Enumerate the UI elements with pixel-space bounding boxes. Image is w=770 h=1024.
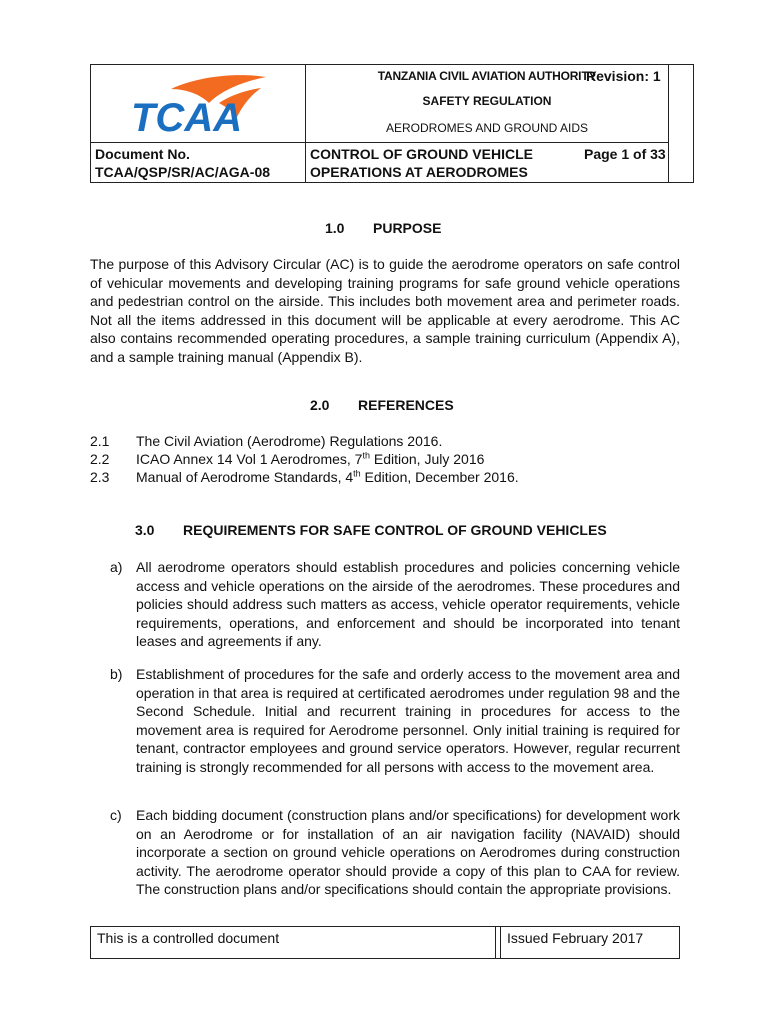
section-title: REQUIREMENTS FOR SAFE CONTROL OF GROUND VEHICLES (183, 522, 607, 538)
list-item-label: b) (110, 666, 123, 682)
logo-cell (91, 65, 306, 143)
list-item-text: Each bidding document (construction plans and/or specifications) for development work on an Aerodrome or for installation of an air navigation facility (NAVAID) should incorporate a section on ground vehicle operations on Aerodromes during construction activity. The aerodrome operator should provide a copy of this plan to CAA for review. The construction plans and/or specifications should contain the appropriate provisions. (136, 807, 680, 897)
list-item (110, 665, 680, 776)
list-item (110, 806, 680, 899)
svg-text:TCAA: TCAA (131, 96, 243, 135)
ordinal-suffix: th (353, 468, 361, 479)
doc-number: TCAA/QSP/SR/AC/AGA-08 (95, 164, 271, 180)
doc-number-cell (91, 143, 306, 182)
controlled-document-note: This is a controlled document (91, 927, 496, 958)
page-number: Page 1 of 33 (584, 146, 666, 162)
list-item-text: Establishment of procedures for the safe and orderly access to the movement area and operation in that area is required at certificated aerodromes under regulation 98 and the Second Schedule. Initial and recurrent training in procedures for access to the movement area is required for Aerodrome personnel. Only initial training is required for tenant, contractor employees and ground service operators. However, regular recurrent training is strongly recommended for all persons with access to the movement area. (136, 666, 680, 775)
tcaa-logo (131, 73, 271, 135)
reference-number: 2.1 (90, 433, 110, 449)
section-heading-requirements (135, 522, 607, 538)
reference-number: 2.3 (90, 469, 110, 485)
section-number: 2.0 (310, 397, 330, 413)
ordinal-suffix: th (362, 450, 370, 461)
reference-number: 2.2 (90, 451, 110, 467)
reference-text: ICAO Annex 14 Vol 1 Aerodromes, 7 (136, 451, 363, 467)
reference-text: The Civil Aviation (Aerodrome) Regulations 2016. (136, 433, 443, 449)
list-item (110, 558, 680, 651)
section-heading-purpose (325, 220, 441, 236)
section-title: PURPOSE (373, 220, 442, 236)
subject-line-2: OPERATIONS AT AERODROMES (310, 164, 528, 180)
reference-item (90, 433, 442, 449)
subject-line-1: CONTROL OF GROUND VEHICLE (310, 146, 533, 162)
section-heading-references (310, 397, 454, 413)
reference-item (90, 469, 519, 485)
reference-text: Manual of Aerodrome Standards, 4 (136, 469, 354, 485)
section-number: 3.0 (135, 522, 155, 538)
authority-name: TANZANIA CIVIL AVIATION AUTHORITY (377, 69, 597, 83)
list-item-label: a) (110, 559, 123, 575)
list-item-label: c) (110, 807, 122, 823)
revision-label: Revision: 1 (586, 68, 661, 84)
document-footer (90, 926, 680, 959)
section-number: 1.0 (325, 220, 345, 236)
reference-text-end: Edition, July 2016 (369, 451, 485, 467)
regulation-title: SAFETY REGULATION (422, 94, 552, 108)
doc-number-label: Document No. (95, 146, 190, 162)
purpose-paragraph: The purpose of this Advisory Circular (AC) is to guide the aerodrome operators on safe control of vehicular movements and developing training programs for safe ground vehicle operations and pedestrian control on the airside. This includes both movement area and perimeter roads. Not all the items addressed in this document will be applicable at every aerodrome. This AC also contains recommended operating procedures, a sample training curriculum (Appendix A), and a sample training manual (Appendix B). (90, 256, 680, 365)
category-title: AERODROMES AND GROUND AIDS (385, 121, 589, 135)
list-item-text: All aerodrome operators should establish procedures and policies concerning vehicle access and vehicle operations on the airside of the aerodromes. These procedures and policies should address such matters as access, vehicle operator requirements, vehicle requirements, operations, and enforcement and should be incorporated into tenant leases and agreements if any. (136, 559, 680, 649)
section-title: REFERENCES (358, 397, 454, 413)
issue-date: Issued February 2017 (500, 927, 679, 958)
reference-item (90, 451, 484, 467)
reference-text-end: Edition, December 2016. (360, 469, 519, 485)
